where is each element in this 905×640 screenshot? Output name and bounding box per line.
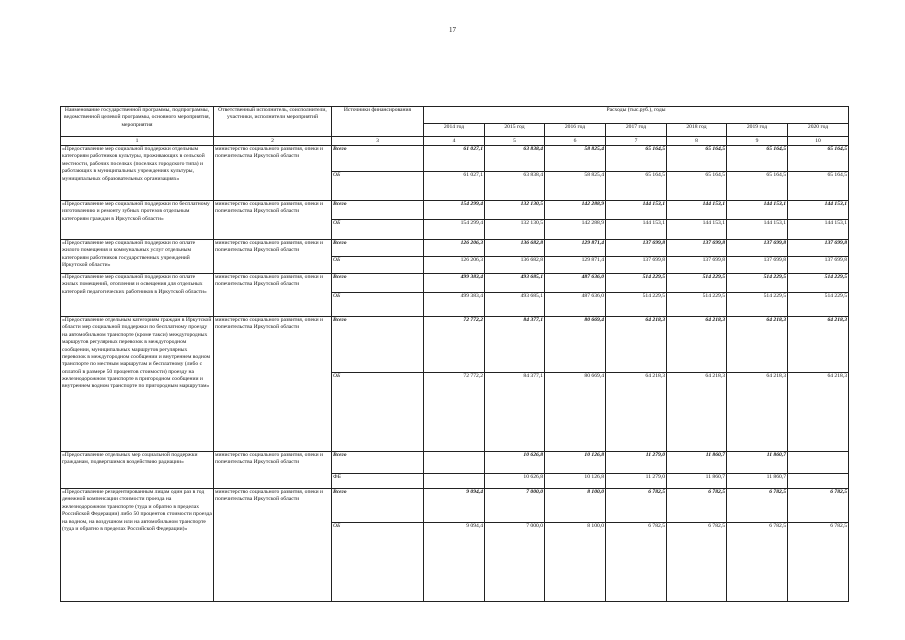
source-value: 137 699,8 xyxy=(788,257,849,274)
total-value: 84 377,1 xyxy=(485,317,545,373)
source-value: 137 699,8 xyxy=(667,257,727,274)
header-year: 2018 год xyxy=(667,124,727,137)
source-value: 493 685,1 xyxy=(485,293,545,317)
source-value: 136 682,8 xyxy=(485,257,545,274)
measure-executor: министерство социального развития, опеки и попечительства Иркутской области xyxy=(214,201,332,240)
table-row-total xyxy=(61,201,849,220)
total-value: 65 164,5 xyxy=(788,146,849,172)
source-value: 64 218,3 xyxy=(788,373,849,452)
source-value: 64 218,3 xyxy=(667,373,727,452)
total-value: 142 288,9 xyxy=(545,201,606,220)
source-value: 11 279,0 xyxy=(606,474,667,489)
source-value: 142 288,9 xyxy=(545,220,606,240)
column-number: 7 xyxy=(606,137,667,146)
source-value: 487 636,0 xyxy=(545,293,606,317)
total-value: 137 699,8 xyxy=(667,240,727,257)
source-total-label: Всего xyxy=(332,274,424,293)
total-value: 154 299,4 xyxy=(424,201,485,220)
total-value: 63 838,4 xyxy=(485,146,545,172)
measure-executor: министерство социального развития, опеки и попечительства Иркутской области xyxy=(214,452,332,489)
total-value: 514 229,5 xyxy=(606,274,667,293)
total-value: 80 669,4 xyxy=(545,317,606,373)
measure-executor: министерство социального развития, опеки и попечительства Иркутской области xyxy=(214,146,332,201)
measure-name: «Предоставление отдельным категориям граждан в Иркутской области мер социальной поддержки по бесплатному проезду на автомобильном транспорте (кроме такси) междугородных маршрутов регулярных перевозок в междугородном сообщении, муниципальных маршрутов регулярных перевозок в междугородном сообщении и внутреннем водном транспорте по местным маршрутам и бесплатному (либо с оплатой в размере 50 процентов стоимости) проезду на железнодорожном транспорте в пригородном сообщении и внутреннем водном транспорте по пригородным маршрутам» xyxy=(61,317,214,452)
source-label: ОБ xyxy=(332,293,424,317)
table-row-total xyxy=(61,146,849,172)
header-program-name: Наименование государственной программы, подпрограммы, ведомственной целевой программы, основного мероприятия, мероприятия xyxy=(61,107,214,137)
source-total-label: Всего xyxy=(332,201,424,220)
total-value: 65 164,5 xyxy=(606,146,667,172)
total-value: 144 153,1 xyxy=(788,201,849,220)
source-label: ОБ xyxy=(332,172,424,201)
source-value: 65 164,5 xyxy=(727,172,788,201)
table-row-total xyxy=(61,240,849,257)
measure-name: «Предоставление мер социальной поддержки по оплате жилых помещений, отопления и освещения для отдельных категорий педагогических работников в Иркутской области» xyxy=(61,274,214,317)
total-value: 137 699,8 xyxy=(788,240,849,257)
total-value: 61 027,1 xyxy=(424,146,485,172)
total-value: 132 130,5 xyxy=(485,201,545,220)
source-value: 6 782,5 xyxy=(788,523,849,602)
measure-executor: министерство социального развития, опеки и попечительства Иркутской области xyxy=(214,274,332,317)
column-number: 9 xyxy=(727,137,788,146)
column-number: 1 xyxy=(61,137,214,146)
total-value: 11 279,0 xyxy=(606,452,667,474)
source-total-label: Всего xyxy=(332,146,424,172)
total-value: 144 153,1 xyxy=(606,201,667,220)
source-value: 63 838,4 xyxy=(485,172,545,201)
source-total-label: Всего xyxy=(332,452,424,474)
total-value: 126 206,3 xyxy=(424,240,485,257)
total-value: 8 100,0 xyxy=(545,489,606,523)
source-value: 64 218,3 xyxy=(606,373,667,452)
measure-name: «Предоставление мер социальной поддержки по бесплатному изготовлению и ремонту зубных протезов отдельным категориям граждан в Иркутской области» xyxy=(61,201,214,240)
total-value: 7 000,0 xyxy=(485,489,545,523)
source-value: 129 871,4 xyxy=(545,257,606,274)
measure-executor: министерство социального развития, опеки и попечительства Иркутской области xyxy=(214,489,332,602)
header-year: 2017 год xyxy=(606,124,667,137)
source-value: 137 699,8 xyxy=(606,257,667,274)
table-row-total xyxy=(61,274,849,293)
table-body xyxy=(61,146,849,602)
total-value xyxy=(788,452,849,474)
source-value: 154 299,4 xyxy=(424,220,485,240)
measure-name: «Предоставление мер социальной поддержки отдельным категориям работников культуры, проживающих в сельской местности, рабочих поселках (поселках городского типа) и работающих в муниципальных учреждениях культуры, муниципальных образовательных организациях» xyxy=(61,146,214,201)
source-value: 80 669,4 xyxy=(545,373,606,452)
source-label: ОБ xyxy=(332,523,424,602)
source-value: 6 782,5 xyxy=(667,523,727,602)
source-label: ФБ xyxy=(332,474,424,489)
header-year: 2015 год xyxy=(485,124,545,137)
source-value: 137 699,8 xyxy=(727,257,788,274)
header-expenses: Расходы (тыс.руб.), годы xyxy=(424,107,849,124)
total-value: 6 782,5 xyxy=(788,489,849,523)
total-value: 493 685,1 xyxy=(485,274,545,293)
total-value: 136 682,8 xyxy=(485,240,545,257)
measure-name: «Предоставление резидентированным лицам один раз в год денежной компенсации стоимости проезда на железнодорожном транспорте (туда и обратно в пределах Российской Федерации) либо 50 процентов стоимости проезда на водном, на воздушном или на автомобильном транспорте (туда и обратно в пределах Российской Федерации)» xyxy=(61,489,214,602)
source-value: 8 100,0 xyxy=(545,523,606,602)
header-executor: Ответственный исполнитель, соисполнители, участники, исполнители мероприятий xyxy=(214,107,332,137)
source-total-label: Всего xyxy=(332,489,424,523)
total-value: 137 699,8 xyxy=(727,240,788,257)
total-value: 10 626,8 xyxy=(485,452,545,474)
total-value: 65 164,5 xyxy=(667,146,727,172)
source-value: 144 153,1 xyxy=(727,220,788,240)
total-value: 487 636,0 xyxy=(545,274,606,293)
total-value: 514 229,5 xyxy=(788,274,849,293)
source-value: 84 377,1 xyxy=(485,373,545,452)
total-value: 64 218,3 xyxy=(727,317,788,373)
source-value xyxy=(788,474,849,489)
source-value xyxy=(424,474,485,489)
total-value: 11 860,7 xyxy=(727,452,788,474)
source-label: ОБ xyxy=(332,220,424,240)
header-year: 2014 год xyxy=(424,124,485,137)
table-row-total xyxy=(61,317,849,373)
measure-executor: министерство социального развития, опеки и попечительства Иркутской области xyxy=(214,240,332,274)
total-value: 144 153,1 xyxy=(727,201,788,220)
column-number: 10 xyxy=(788,137,849,146)
column-number: 2 xyxy=(214,137,332,146)
measure-name: «Предоставление мер социальной поддержки по оплате жилого помещения и коммунальных услуг отдельным категориям работников государственных учреждений Иркутской области» xyxy=(61,240,214,274)
total-value: 6 782,5 xyxy=(727,489,788,523)
column-number: 8 xyxy=(667,137,727,146)
total-value: 137 699,8 xyxy=(606,240,667,257)
source-value: 144 153,1 xyxy=(606,220,667,240)
source-value: 65 164,5 xyxy=(606,172,667,201)
total-value: 514 229,5 xyxy=(727,274,788,293)
total-value: 514 229,5 xyxy=(667,274,727,293)
source-value: 6 782,5 xyxy=(727,523,788,602)
source-value: 10 626,8 xyxy=(485,474,545,489)
source-total-label: Всего xyxy=(332,240,424,257)
source-value: 144 153,1 xyxy=(788,220,849,240)
expenses-table xyxy=(60,106,849,602)
total-value: 64 218,3 xyxy=(606,317,667,373)
source-value: 11 860,7 xyxy=(727,474,788,489)
total-value: 65 164,5 xyxy=(727,146,788,172)
total-value: 129 871,4 xyxy=(545,240,606,257)
source-value: 61 027,1 xyxy=(424,172,485,201)
source-value: 10 126,8 xyxy=(545,474,606,489)
column-number: 3 xyxy=(332,137,424,146)
header-year: 2016 год xyxy=(545,124,606,137)
source-value: 126 206,3 xyxy=(424,257,485,274)
source-value: 6 782,5 xyxy=(606,523,667,602)
total-value: 72 772,2 xyxy=(424,317,485,373)
measure-executor: министерство социального развития, опеки и попечительства Иркутской области xyxy=(214,317,332,452)
source-value: 11 860,7 xyxy=(667,474,727,489)
total-value: 144 153,1 xyxy=(667,201,727,220)
total-value: 64 218,3 xyxy=(788,317,849,373)
source-value: 9 094,4 xyxy=(424,523,485,602)
total-value: 6 782,5 xyxy=(667,489,727,523)
source-value: 132 130,5 xyxy=(485,220,545,240)
source-value: 72 772,2 xyxy=(424,373,485,452)
source-value: 144 153,1 xyxy=(667,220,727,240)
measure-name: «Предоставление отдельных мер социальной поддержки гражданам, подвергшимся воздействию радиации» xyxy=(61,452,214,489)
source-value: 58 825,4 xyxy=(545,172,606,201)
total-value: 10 126,8 xyxy=(545,452,606,474)
source-label: ОБ xyxy=(332,373,424,452)
total-value: 11 860,7 xyxy=(667,452,727,474)
table-row-total xyxy=(61,452,849,474)
column-number: 4 xyxy=(424,137,485,146)
source-value: 7 000,0 xyxy=(485,523,545,602)
header-year: 2020 год xyxy=(788,124,849,137)
source-value: 514 229,5 xyxy=(727,293,788,317)
source-value: 514 229,5 xyxy=(667,293,727,317)
total-value: 58 825,4 xyxy=(545,146,606,172)
source-value: 64 218,3 xyxy=(727,373,788,452)
total-value: 9 094,4 xyxy=(424,489,485,523)
column-number: 6 xyxy=(545,137,606,146)
source-value: 514 229,5 xyxy=(606,293,667,317)
source-value: 514 229,5 xyxy=(788,293,849,317)
total-value: 64 218,3 xyxy=(667,317,727,373)
source-value: 65 164,5 xyxy=(788,172,849,201)
total-value: 499 383,4 xyxy=(424,274,485,293)
source-label: ОБ xyxy=(332,257,424,274)
page-number: 17 xyxy=(449,26,456,34)
total-value xyxy=(424,452,485,474)
column-number: 5 xyxy=(485,137,545,146)
source-value: 499 383,4 xyxy=(424,293,485,317)
header-sources: Источники финансирования xyxy=(332,107,424,137)
total-value: 6 782,5 xyxy=(606,489,667,523)
header-year: 2019 год xyxy=(727,124,788,137)
source-value: 65 164,5 xyxy=(667,172,727,201)
table-row-total xyxy=(61,489,849,523)
source-total-label: Всего xyxy=(332,317,424,373)
